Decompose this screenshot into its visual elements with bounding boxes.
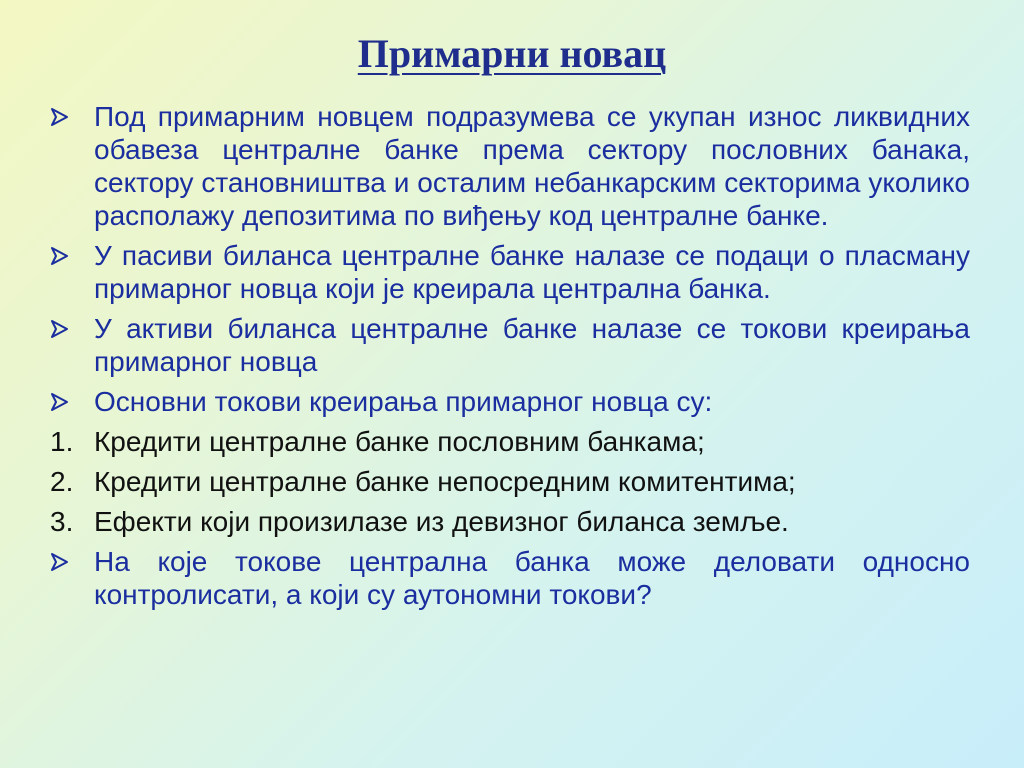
bullet-item	[50, 385, 970, 418]
slide-title	[0, 30, 1024, 78]
arrowhead-bullet-icon	[50, 239, 90, 266]
arrowhead-bullet-icon	[50, 545, 90, 572]
arrowhead-bullet-icon	[50, 100, 90, 127]
bullet-text: На које токове централна банка може деловати односно контролисати, а који су аутономни токови?	[94, 546, 970, 610]
bullet-item	[50, 545, 970, 611]
numbered-text: Ефекти који произилазе из девизног биланса земље.	[94, 506, 789, 537]
arrowhead-bullet-icon	[50, 312, 90, 339]
bullet-item	[50, 100, 970, 232]
arrowhead-bullet-icon	[50, 385, 90, 412]
list-number: 3.	[50, 506, 74, 537]
bullet-item	[50, 312, 970, 378]
numbered-text: Кредити централне банке непосредним комитентима;	[94, 466, 796, 497]
bullet-text: Основни токови креирања примарног новца су:	[94, 386, 713, 417]
numbered-item	[50, 505, 970, 538]
list-number: 2.	[50, 466, 74, 497]
slide-content	[50, 100, 970, 618]
bullet-text: У активи биланса централне банке налазе се токови креирања примарног новца	[94, 313, 970, 377]
numbered-item	[50, 465, 970, 498]
bullet-item	[50, 239, 970, 305]
slide-title-text: Примарни новац	[357, 31, 667, 76]
numbered-text: Кредити централне банке пословним банкама;	[94, 426, 705, 457]
numbered-item	[50, 425, 970, 458]
bullet-text: Под примарним новцем подразумева се укупан износ ликвидних обавеза централне банке према сектору пословних банака, сектору становништва и осталим небанкарским секторима уколико располажу депозитима по виђењу код централне банке.	[94, 101, 970, 231]
bullet-text: У пасиви биланса централне банке налазе се подаци о пласману примарног новца који је креирала централна банка.	[94, 240, 970, 304]
list-number: 1.	[50, 426, 74, 457]
